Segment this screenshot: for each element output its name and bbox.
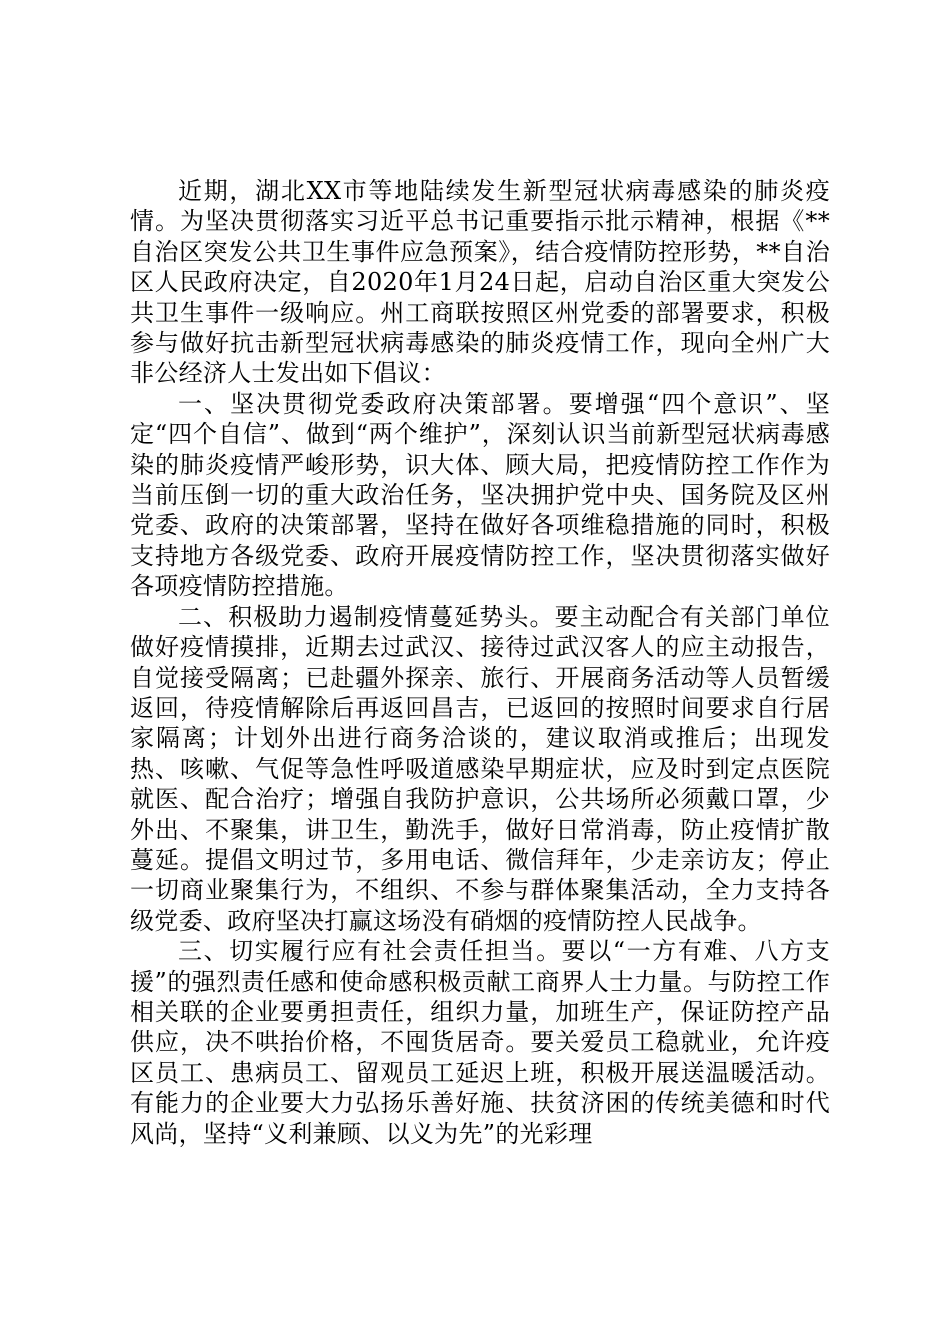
document-body <box>130 176 830 1149</box>
paragraph-section-3: 三、切实履行应有社会责任担当。要以“一方有难、八方支援”的强烈责任感和使命感积极贡献工商界人士力量。与防控工作相关联的企业要勇担责任，组织力量，加班生产，保证防控产品供应，决不哄抬价格，不囤货居奇。要关爱员工稳就业，允许疫区员工、患病员工、留观员工延迟上班，积极开展送温暖活动。有能力的企业要大力弘扬乐善好施、扶贫济困的传统美德和时代风尚，坚持“义利兼顾、以义为先”的光彩理 <box>130 937 830 1148</box>
paragraph-section-1: 一、坚决贯彻党委政府决策部署。要增强“四个意识”、坚定“四个自信”、做到“两个维护”，深刻认识当前新型冠状病毒感染的肺炎疫情严峻形势，识大体、顾大局，把疫情防控工作作为当前压倒一切的重大政治任务，坚决拥护党中央、国务院及区州党委、政府的决策部署，坚持在做好各项维稳措施的同时，积极支持地方各级党委、政府开展疫情防控工作，坚决贯彻落实做好各项疫情防控措施。 <box>130 389 830 601</box>
paragraph-section-2: 二、积极助力遏制疫情蔓延势头。要主动配合有关部门单位做好疫情摸排，近期去过武汉、接待过武汉客人的应主动报告，自觉接受隔离；已赴疆外探亲、旅行、开展商务活动等人员暂缓返回，待疫情解除后再返回昌吉，已返回的按照时间要求自行居家隔离；计划外出进行商务洽谈的，建议取消或推后；出现发热、咳嗽、气促等急性呼吸道感染早期症状，应及时到定点医院就医、配合治疗；增强自我防护意识，公共场所必须戴口罩，少外出、不聚集，讲卫生，勤洗手，做好日常消毒，防止疫情扩散蔓延。提倡文明过节，多用电话、微信拜年，少走亲访友；停止一切商业聚集行为，不组织、不参与群体聚集活动，全力支持各级党委、政府坚决打赢这场没有硝烟的疫情防控人民战争。 <box>130 602 830 935</box>
paragraph-intro: 近期，湖北XX市等地陆续发生新型冠状病毒感染的肺炎疫情。为坚决贯彻落实习近平总书记重要指示批示精神，根据《**自治区突发公共卫生事件应急预案》，结合疫情防控形势，**自治区人民政府决定，自2020年1月24日起，启动自治区重大突发公共卫生事件一级响应。州工商联按照区州党委的部署要求，积极参与做好抗击新型冠状病毒感染的肺炎疫情工作，现向全州广大非公经济人士发出如下倡议： <box>130 177 830 388</box>
